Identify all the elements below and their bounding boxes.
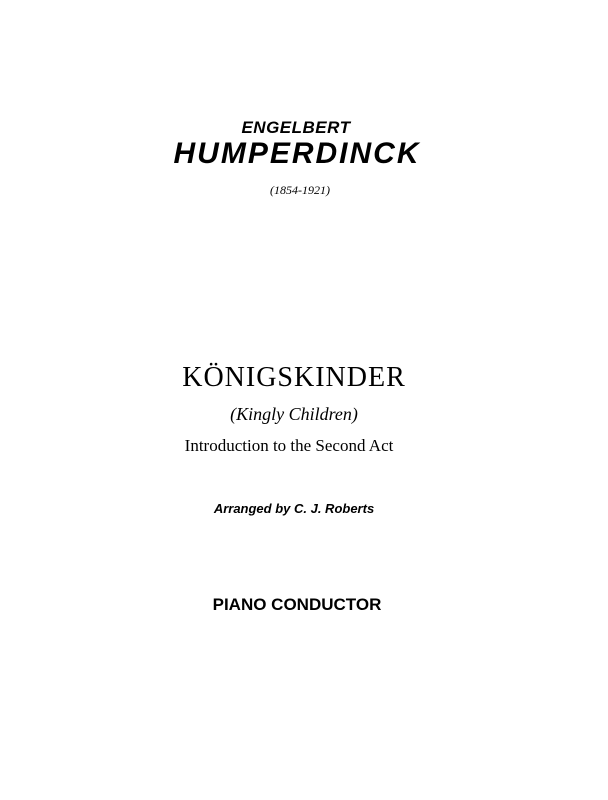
work-subtitle: (Kingly Children)	[230, 404, 358, 424]
arranger-credit: Arranged by C. J. Roberts	[213, 501, 375, 516]
part-name: PIANO CONDUCTOR	[212, 595, 382, 614]
composer-dates: (1854-1921)	[270, 183, 330, 197]
composer-last-name: HUMPERDINCK	[173, 137, 421, 170]
work-title: KÖNIGSKINDER	[182, 362, 406, 393]
movement-title: Introduction to the Second Act	[184, 436, 394, 455]
composer-first-name: ENGELBERT	[241, 118, 351, 137]
